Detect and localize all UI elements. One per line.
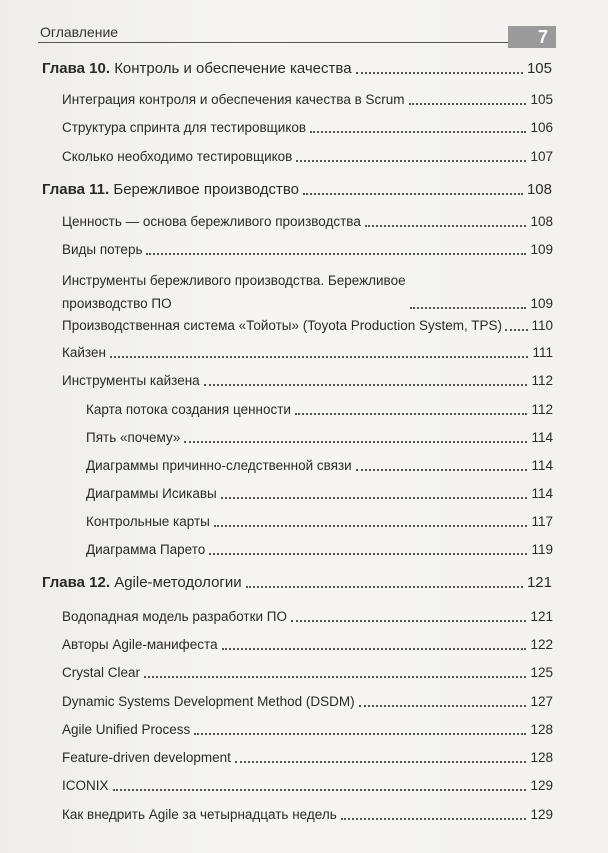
toc-entry[interactable] <box>62 272 553 312</box>
dot-leader <box>365 225 527 227</box>
toc-entry[interactable] <box>62 317 553 334</box>
entry-title: ICONIX <box>62 778 109 793</box>
toc-subentry[interactable] <box>86 513 553 530</box>
entry-title: Интеграция контроля и обеспечения качества в Scrum <box>62 92 405 107</box>
dot-leader <box>235 761 527 763</box>
page-ref: 112 <box>531 402 553 417</box>
toc-entry[interactable] <box>62 344 553 361</box>
entry-title-line2: производство ПО <box>62 296 172 311</box>
dot-leader <box>209 553 527 555</box>
page-ref: 121 <box>530 609 553 624</box>
chapter-label: Глава 10. <box>42 60 111 77</box>
dot-leader <box>146 253 526 255</box>
page-ref: 111 <box>532 345 553 360</box>
dot-leader <box>221 497 528 499</box>
toc-entry[interactable] <box>62 693 553 710</box>
dot-leader <box>110 356 529 358</box>
toc-entry[interactable] <box>62 241 553 258</box>
dot-leader <box>291 620 526 622</box>
entry-title: Авторы Agile-манифеста <box>62 637 218 652</box>
page-ref: 117 <box>531 514 553 529</box>
page-ref: 108 <box>530 214 553 229</box>
page-ref: 114 <box>531 458 553 473</box>
page-ref: 109 <box>530 296 553 311</box>
dot-leader <box>222 648 527 650</box>
entry-title: Производственная система «Тойоты» (Toyota Production System, TPS) <box>62 318 503 333</box>
page-ref: 128 <box>530 750 553 765</box>
dot-leader <box>144 676 526 678</box>
toc-subentry[interactable] <box>86 485 553 502</box>
dot-leader <box>341 818 527 820</box>
dot-leader <box>356 72 523 74</box>
page-ref: 119 <box>531 542 553 557</box>
entry-title: Диаграммы Исикавы <box>86 486 217 501</box>
page-ref: 128 <box>530 722 553 737</box>
page-ref: 108 <box>526 181 552 198</box>
entry-title: Feature-driven development <box>62 750 231 765</box>
toc-entry[interactable] <box>62 148 553 165</box>
toc-entry[interactable] <box>62 213 553 230</box>
entry-title: Водопадная модель разработки ПО <box>62 609 288 624</box>
toc-entry[interactable] <box>62 664 553 681</box>
toc-entry[interactable] <box>62 91 553 108</box>
dot-leader <box>409 103 527 105</box>
dot-leader <box>356 469 528 471</box>
chapter-label: Глава 12. <box>42 574 111 591</box>
toc-chapter-10[interactable] <box>42 60 552 77</box>
entry-title: Инструменты кайзена <box>62 373 200 388</box>
entry-title-line1: Инструменты бережливого производства. Бережливое <box>62 273 406 288</box>
dot-leader <box>184 441 527 443</box>
toc-chapter-12[interactable] <box>42 574 552 591</box>
dot-leader <box>310 131 526 133</box>
toc-subentry[interactable] <box>86 429 553 446</box>
dot-leader <box>296 160 526 162</box>
header-title: Оглавление <box>40 24 119 40</box>
dot-leader <box>214 525 528 527</box>
entry-title: Структура спринта для тестировщиков <box>62 120 307 135</box>
dot-leader <box>359 705 527 707</box>
dot-leader <box>113 789 527 791</box>
entry-title: Как внедрить Agile за четырнадцать недель <box>62 807 337 822</box>
entry-title: Пять «почему» <box>86 430 181 445</box>
entry-title: Crystal Clear <box>62 665 141 680</box>
toc-subentry[interactable] <box>86 457 553 474</box>
dot-leader <box>194 733 526 735</box>
entry-title: Кайзен <box>62 345 106 360</box>
toc-entry[interactable] <box>62 749 553 766</box>
page-ref: 106 <box>530 120 553 135</box>
page-ref: 129 <box>530 778 553 793</box>
toc-entry[interactable] <box>62 777 553 794</box>
page-ref: 110 <box>531 318 553 333</box>
page-ref: 105 <box>530 92 553 107</box>
dot-leader <box>204 384 528 386</box>
toc-entry[interactable] <box>62 372 553 389</box>
chapter-title: Бережливое производство <box>113 181 300 198</box>
page-ref: 129 <box>530 807 553 822</box>
dot-leader <box>295 413 527 415</box>
entry-title: Dynamic Systems Development Method (DSDM) <box>62 694 355 709</box>
page-ref: 109 <box>530 242 553 257</box>
entry-title: Диаграмма Парето <box>86 542 206 557</box>
toc-entry[interactable] <box>62 806 553 823</box>
entry-title: Виды потерь <box>62 242 143 257</box>
dot-leader <box>303 193 523 195</box>
page-ref: 105 <box>526 60 552 77</box>
page-ref: 125 <box>530 665 553 680</box>
dot-leader <box>246 586 523 588</box>
chapter-title: Контроль и обеспечение качества <box>114 60 352 77</box>
entry-title: Диаграммы причинно-следственной связи <box>86 458 352 473</box>
dot-leader <box>505 329 528 331</box>
toc-entry[interactable] <box>62 119 553 136</box>
entry-title: Сколько необходимо тестировщиков <box>62 149 293 164</box>
toc-subentry[interactable] <box>86 541 553 558</box>
toc-entry[interactable] <box>62 636 553 653</box>
chapter-label: Глава 11. <box>42 181 110 198</box>
entry-title: Agile Unified Process <box>62 722 191 737</box>
page-ref: 114 <box>531 430 553 445</box>
page-ref: 127 <box>530 694 553 709</box>
entry-title: Контрольные карты <box>86 514 210 529</box>
toc-subentry[interactable] <box>86 401 553 418</box>
entry-title: Карта потока создания ценности <box>86 402 291 417</box>
page-ref: 114 <box>531 486 553 501</box>
dot-leader <box>410 307 527 309</box>
toc-entry[interactable] <box>62 721 553 738</box>
page-ref: 122 <box>530 637 553 652</box>
entry-title: Ценность — основа бережливого производства <box>62 214 361 229</box>
page-ref: 121 <box>526 574 552 591</box>
toc-chapter-11[interactable] <box>42 181 552 198</box>
toc-entry[interactable] <box>62 608 553 625</box>
page-ref: 112 <box>531 373 553 388</box>
chapter-title: Agile-методологии <box>114 574 242 591</box>
page-ref: 107 <box>530 149 553 164</box>
page-number: 7 <box>508 26 556 48</box>
